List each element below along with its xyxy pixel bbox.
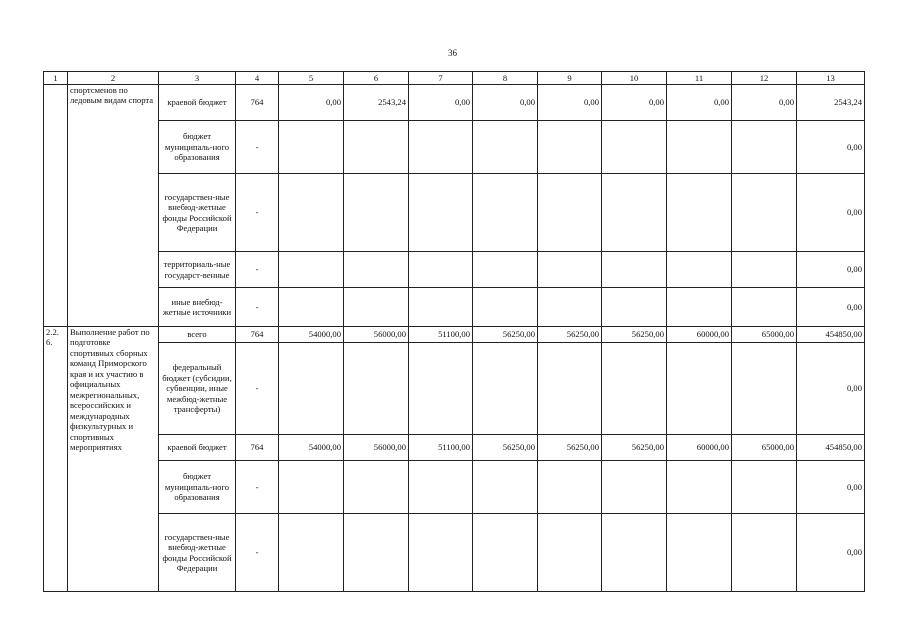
value-cell: 0,00 [797, 288, 865, 327]
value-cell [473, 461, 538, 514]
source-cell: всего [159, 327, 236, 343]
value-cell [602, 174, 667, 252]
page-number: 36 [448, 48, 457, 58]
value-cell [667, 461, 732, 514]
value-cell [409, 174, 473, 252]
budget-table [43, 71, 865, 592]
code-cell: - [236, 174, 279, 252]
value-cell [538, 288, 602, 327]
table-row [44, 343, 865, 435]
code-cell: - [236, 252, 279, 288]
value-cell [409, 288, 473, 327]
table-row [44, 514, 865, 592]
value-cell [279, 461, 344, 514]
value-cell: 0,00 [732, 85, 797, 121]
code-cell: 764 [236, 85, 279, 121]
value-cell [473, 121, 538, 174]
value-cell [732, 174, 797, 252]
value-cell: 56000,00 [344, 327, 409, 343]
value-cell [538, 461, 602, 514]
table-row [44, 85, 865, 121]
source-cell: бюджет муниципаль-ного образования [159, 121, 236, 174]
value-cell [344, 343, 409, 435]
code-cell: - [236, 343, 279, 435]
table-row [44, 327, 865, 343]
value-cell [667, 343, 732, 435]
source-cell: краевой бюджет [159, 435, 236, 461]
source-cell: территориаль-ные государст-венные [159, 252, 236, 288]
value-cell [667, 252, 732, 288]
value-cell: 0,00 [797, 174, 865, 252]
value-cell [538, 252, 602, 288]
value-cell: 56250,00 [473, 327, 538, 343]
value-cell [409, 461, 473, 514]
value-cell: 51100,00 [409, 435, 473, 461]
source-cell: краевой бюджет [159, 85, 236, 121]
source-cell: иные внебюд-жетные источники [159, 288, 236, 327]
value-cell [344, 174, 409, 252]
value-cell: 2543,24 [797, 85, 865, 121]
value-cell: 454850,00 [797, 327, 865, 343]
value-cell [538, 514, 602, 592]
header-cell: 1 [44, 72, 68, 85]
value-cell [667, 514, 732, 592]
value-cell: 56250,00 [538, 327, 602, 343]
value-cell [279, 174, 344, 252]
value-cell: 51100,00 [409, 327, 473, 343]
value-cell [409, 343, 473, 435]
value-cell [279, 514, 344, 592]
source-cell: федеральный бюджет (субсидии, субвенции, иные межбюд-жетные трансферты) [159, 343, 236, 435]
value-cell [473, 514, 538, 592]
value-cell [732, 514, 797, 592]
value-cell: 0,00 [602, 85, 667, 121]
value-cell [538, 174, 602, 252]
value-cell: 0,00 [538, 85, 602, 121]
table-row [44, 435, 865, 461]
code-cell: 764 [236, 435, 279, 461]
table-row [44, 174, 865, 252]
header-cell: 12 [732, 72, 797, 85]
value-cell [344, 252, 409, 288]
value-cell [279, 252, 344, 288]
source-cell: государствен-ные внебюд-жетные фонды Российской Федерации [159, 514, 236, 592]
code-cell: - [236, 461, 279, 514]
value-cell: 56250,00 [602, 435, 667, 461]
table-row [44, 461, 865, 514]
header-cell: 13 [797, 72, 865, 85]
value-cell [602, 343, 667, 435]
value-cell [602, 252, 667, 288]
description-cell: Выполнение работ по подготовке спортивных сборных команд Приморского края и их участию в официальных межрегиональных, всероссийских и международных физкультурных и спортивных мероприятиях [68, 327, 159, 592]
value-cell: 60000,00 [667, 327, 732, 343]
header-cell: 4 [236, 72, 279, 85]
description-cell: спортсменов по ледовым видам спорта [68, 85, 159, 327]
value-cell [538, 343, 602, 435]
value-cell [409, 514, 473, 592]
source-cell: государствен-ные внебюд-жетные фонды Российской Федерации [159, 174, 236, 252]
table-row [44, 288, 865, 327]
value-cell: 0,00 [409, 85, 473, 121]
value-cell: 0,00 [797, 343, 865, 435]
table-row [44, 121, 865, 174]
value-cell [732, 252, 797, 288]
value-cell [602, 514, 667, 592]
value-cell [732, 343, 797, 435]
code-cell: - [236, 514, 279, 592]
value-cell [279, 121, 344, 174]
header-cell: 8 [473, 72, 538, 85]
value-cell [732, 288, 797, 327]
value-cell [602, 121, 667, 174]
value-cell [344, 288, 409, 327]
header-cell: 6 [344, 72, 409, 85]
code-cell: - [236, 121, 279, 174]
value-cell: 2543,24 [344, 85, 409, 121]
header-cell: 10 [602, 72, 667, 85]
value-cell [473, 174, 538, 252]
value-cell: 56000,00 [344, 435, 409, 461]
header-row [44, 72, 865, 85]
code-cell: - [236, 288, 279, 327]
value-cell [667, 121, 732, 174]
value-cell: 60000,00 [667, 435, 732, 461]
value-cell: 454850,00 [797, 435, 865, 461]
value-cell: 65000,00 [732, 435, 797, 461]
value-cell: 56250,00 [538, 435, 602, 461]
value-cell [279, 288, 344, 327]
value-cell [732, 121, 797, 174]
header-cell: 9 [538, 72, 602, 85]
value-cell [344, 514, 409, 592]
row-number-cell: 2.2. 6. [44, 327, 68, 592]
value-cell: 0,00 [797, 252, 865, 288]
value-cell [602, 461, 667, 514]
value-cell [473, 343, 538, 435]
value-cell: 0,00 [797, 121, 865, 174]
value-cell [344, 461, 409, 514]
value-cell [473, 252, 538, 288]
value-cell: 0,00 [797, 461, 865, 514]
header-cell: 5 [279, 72, 344, 85]
value-cell [279, 343, 344, 435]
value-cell: 65000,00 [732, 327, 797, 343]
value-cell: 56250,00 [602, 327, 667, 343]
value-cell: 56250,00 [473, 435, 538, 461]
value-cell [602, 288, 667, 327]
value-cell: 0,00 [797, 514, 865, 592]
value-cell: 0,00 [667, 85, 732, 121]
value-cell [409, 121, 473, 174]
value-cell [473, 288, 538, 327]
source-cell: бюджет муниципаль-ного образования [159, 461, 236, 514]
value-cell [732, 461, 797, 514]
value-cell [667, 288, 732, 327]
header-cell: 3 [159, 72, 236, 85]
row-number-cell [44, 85, 68, 327]
value-cell: 0,00 [279, 85, 344, 121]
value-cell: 54000,00 [279, 435, 344, 461]
value-cell: 54000,00 [279, 327, 344, 343]
header-cell: 11 [667, 72, 732, 85]
code-cell: 764 [236, 327, 279, 343]
value-cell: 0,00 [473, 85, 538, 121]
table-row [44, 252, 865, 288]
header-cell: 2 [68, 72, 159, 85]
value-cell [538, 121, 602, 174]
header-cell: 7 [409, 72, 473, 85]
value-cell [409, 252, 473, 288]
value-cell [667, 174, 732, 252]
value-cell [344, 121, 409, 174]
